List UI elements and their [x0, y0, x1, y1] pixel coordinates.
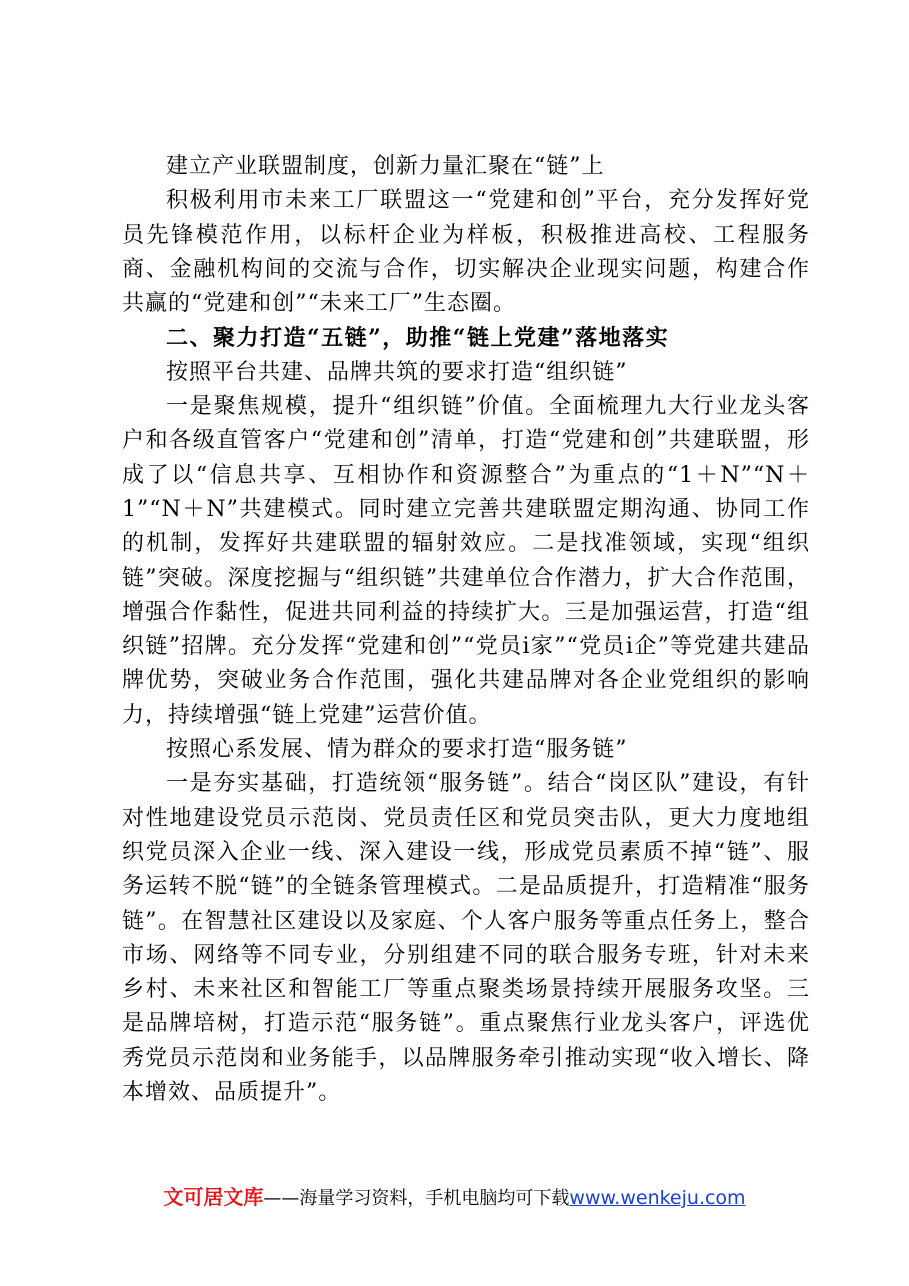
subheading-organization-chain: 按照平台共建、品牌共筑的要求打造“组织链”: [166, 359, 628, 385]
body-paragraph: 积极利用市未来工厂联盟这一“党建和创”平台，充分发挥好党员先锋模范作用，以标杆企业为样板，积极推进高校、工程服务商、金融机构间的交流与合作，切实解决企业现实问题，构建合作共赢的“党建和创”“未来工厂”生态圈。: [122, 188, 810, 317]
footer-watermark: [0, 1183, 909, 1213]
footer-site-link[interactable]: www.wenkeju.com: [569, 1187, 746, 1209]
footer-tagline: ——海量学习资料，手机电脑均可下载: [263, 1188, 570, 1209]
body-paragraph: 一是夯实基础，打造统领“服务链”。结合“岗区队”建设，有针对性地建设党员示范岗、党员责任区和党员突击队，更大力度地组织党员深入企业一线、深入建设一线，形成党员素质不掉“链”、服务运转不脱“链”的全链条管理模式。二是品质提升，打造精准“服务链”。在智慧社区建设以及家庭、个人客户服务等重点任务上，整合市场、网络等不同专业，分别组建不同的联合服务专班，针对未来乡村、未来社区和智能工厂等重点聚类场景持续开展服务攻坚。三是品牌培树，打造示范“服务链”。重点聚焦行业龙头客户，评选优秀党员示范岗和业务能手，以品牌服务牵引推动实现“收入增长、降本增效、品质提升”。: [122, 771, 810, 1106]
document-body: [122, 150, 810, 1110]
footer-brand: 文可居文库: [163, 1185, 264, 1209]
subheading-service-chain: 按照心系发展、情为群众的要求打造“服务链”: [166, 737, 628, 763]
body-paragraph: 一是聚焦规模，提升“组织链”价值。全面梳理九大行业龙头客户和各级直管客户“党建和创”清单，打造“党建和创”共建联盟，形成了以“信息共享、互相协作和资源整合”为重点的“1＋N”“N＋1”“N＋N”共建模式。同时建立完善共建联盟定期沟通、协同工作的机制，发挥好共建联盟的辐射效应。二是找准领域，实现“组织链”突破。深度挖掘与“组织链”共建单位合作潜力，扩大合作范围，增强合作黏性，促进共同利益的持续扩大。三是加强运营，打造“组织链”招牌。充分发挥“党建和创”“党员i家”“党员i企”等党建共建品牌优势，突破业务合作范围，强化共建品牌对各企业党组织的影响力，持续增强“链上党建”运营价值。: [122, 394, 810, 728]
section-heading: 二、聚力打造“五链”，助推“链上党建”落地落实: [166, 325, 670, 352]
subheading-industry-alliance: 建立产业联盟制度，创新力量汇聚在“链”上: [166, 154, 605, 179]
